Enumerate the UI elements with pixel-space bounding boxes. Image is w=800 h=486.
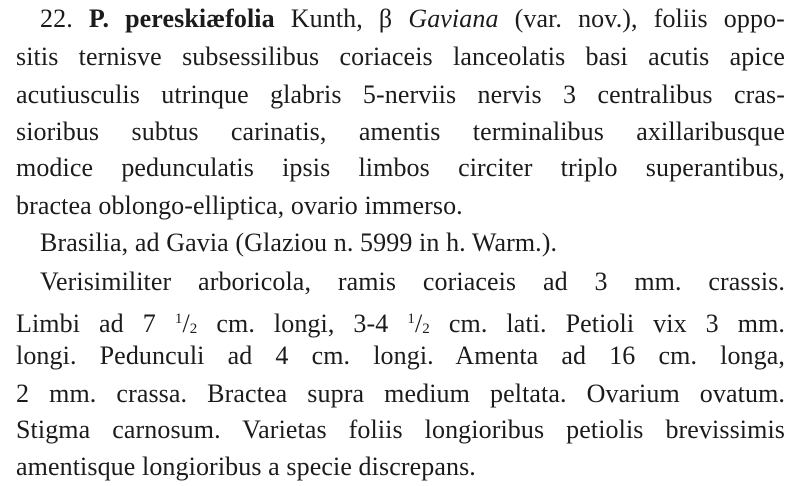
- description-line-6: amentisque longioribus a specie discrepans.: [16, 452, 476, 481]
- description-line-4: 2 mm. crassa. Bractea supra medium peltata. Ovarium ovatum.: [16, 379, 785, 408]
- description-line-1: Verisimiliter arboricola, ramis coriaceis ad 3 mm. crassis.: [40, 267, 785, 296]
- variety-name: Gaviana: [408, 4, 499, 33]
- diagnosis-line-6: bractea oblongo-elliptica, ovario immerso.: [16, 191, 463, 220]
- description-line-5: Stigma carnosum. Varietas foliis longioribus petiolis brevissimis: [16, 415, 785, 444]
- diagnosis-line-4: sioribus subtus carinatis, amentis terminalibus axillaribusque: [16, 117, 785, 146]
- desc2-part-a: Limbi ad 7: [16, 309, 156, 338]
- diagnosis-line-2: sitis ternisve subsessilibus coriaceis lanceolatis basi acutis apice: [16, 42, 785, 71]
- description-line-3: longi. Pedunculi ad 4 cm. longi. Amenta ad 16 cm. longa,: [16, 341, 785, 370]
- variety-note: (var. nov.), foliis oppo-: [514, 4, 785, 33]
- entry-heading-line: [40, 4, 785, 34]
- diagnosis-line-5: modice pedunculatis ipsis limbos circiter triplo superantibus,: [16, 153, 785, 182]
- desc2-part-c: cm. lati. Petioli vix 3 mm.: [448, 309, 785, 338]
- species-name: pereskiæfolia: [125, 4, 275, 33]
- entry-number: 22.: [40, 4, 73, 33]
- genus-abbrev: P.: [88, 4, 110, 33]
- fraction-half-2: $^1/_2$: [407, 309, 430, 338]
- desc2-part-b: cm. longi, 3-4: [216, 309, 389, 338]
- fraction-half-1: $^1/_2$: [174, 309, 198, 338]
- author-name: Kunth,: [290, 4, 363, 33]
- beta-symbol: β: [378, 4, 393, 33]
- description-line-2: [16, 304, 785, 344]
- diagnosis-line-3: acutiusculis utrinque glabris 5-nerviis nervis 3 centralibus cras-: [16, 80, 785, 109]
- locality-line: Brasilia, ad Gavia (Glaziou n. 5999 in h. Warm.).: [40, 228, 558, 257]
